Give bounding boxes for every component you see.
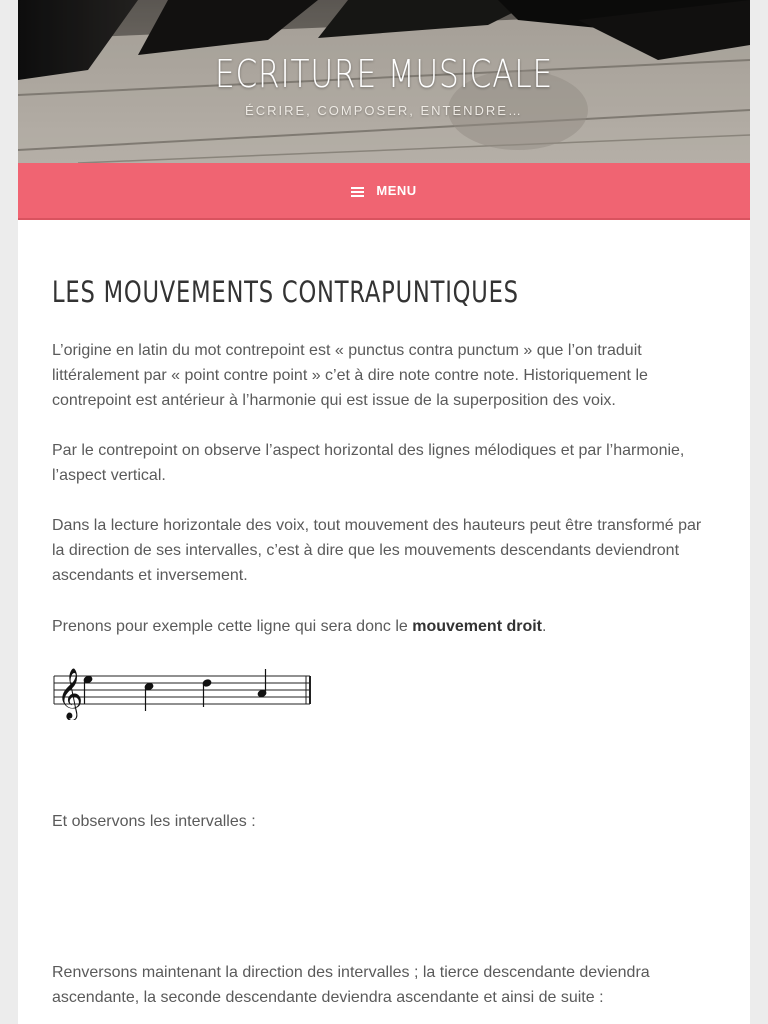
menu-toggle-button[interactable] — [18, 163, 750, 220]
hamburger-icon — [351, 187, 364, 197]
music-staff-image — [52, 660, 314, 720]
paragraph-2: Par le contrepoint on observe l’aspect horizontal des lignes mélodiques et par l’harmonie, l’aspect vertical. — [52, 442, 685, 484]
site-header — [18, 0, 750, 163]
article — [52, 275, 712, 1006]
example-end: . — [542, 618, 547, 635]
treble-clef-icon — [57, 668, 83, 720]
site-tagline: ÉCRIRE, COMPOSER, ENTENDRE… — [245, 103, 523, 118]
page-container — [18, 0, 750, 1024]
menu-label: MENU — [376, 183, 417, 198]
paragraph-reverse: Renversons maintenant la direction des intervalles ; la tierce descendante deviendra ascendante, la seconde descendante deviendra ascendante et ainsi de suite : — [52, 964, 650, 1006]
paragraph-3: Dans la lecture horizontale des voix, tout mouvement des hauteurs peut être transformé par la direction de ses intervalles, c’est à dire que les mouvements descendants deviendront ascendants et inversement. — [52, 517, 702, 584]
example-bold: mouvement droit — [412, 618, 543, 635]
paragraph-1: L’origine en latin du mot contrepoint est « punctus contra punctum » que l’on traduit littéralement par « point contre point » c’et à dire note contre note. Historiquement le contrepoint est antérieur à l’harmonie qui est issue de la superposition des voix. — [52, 342, 648, 409]
paragraph-example — [52, 614, 712, 639]
example-intro: Prenons pour exemple cette ligne qui sera donc le — [52, 618, 413, 635]
site-title[interactable]: ECRITURE MUSICALE — [214, 52, 554, 96]
article-title: LES MOUVEMENTS CONTRAPUNTIQUES — [52, 275, 519, 309]
svg-text:𝄞: 𝄞 — [57, 668, 84, 719]
paragraph-observe: Et observons les intervalles : — [52, 813, 256, 830]
